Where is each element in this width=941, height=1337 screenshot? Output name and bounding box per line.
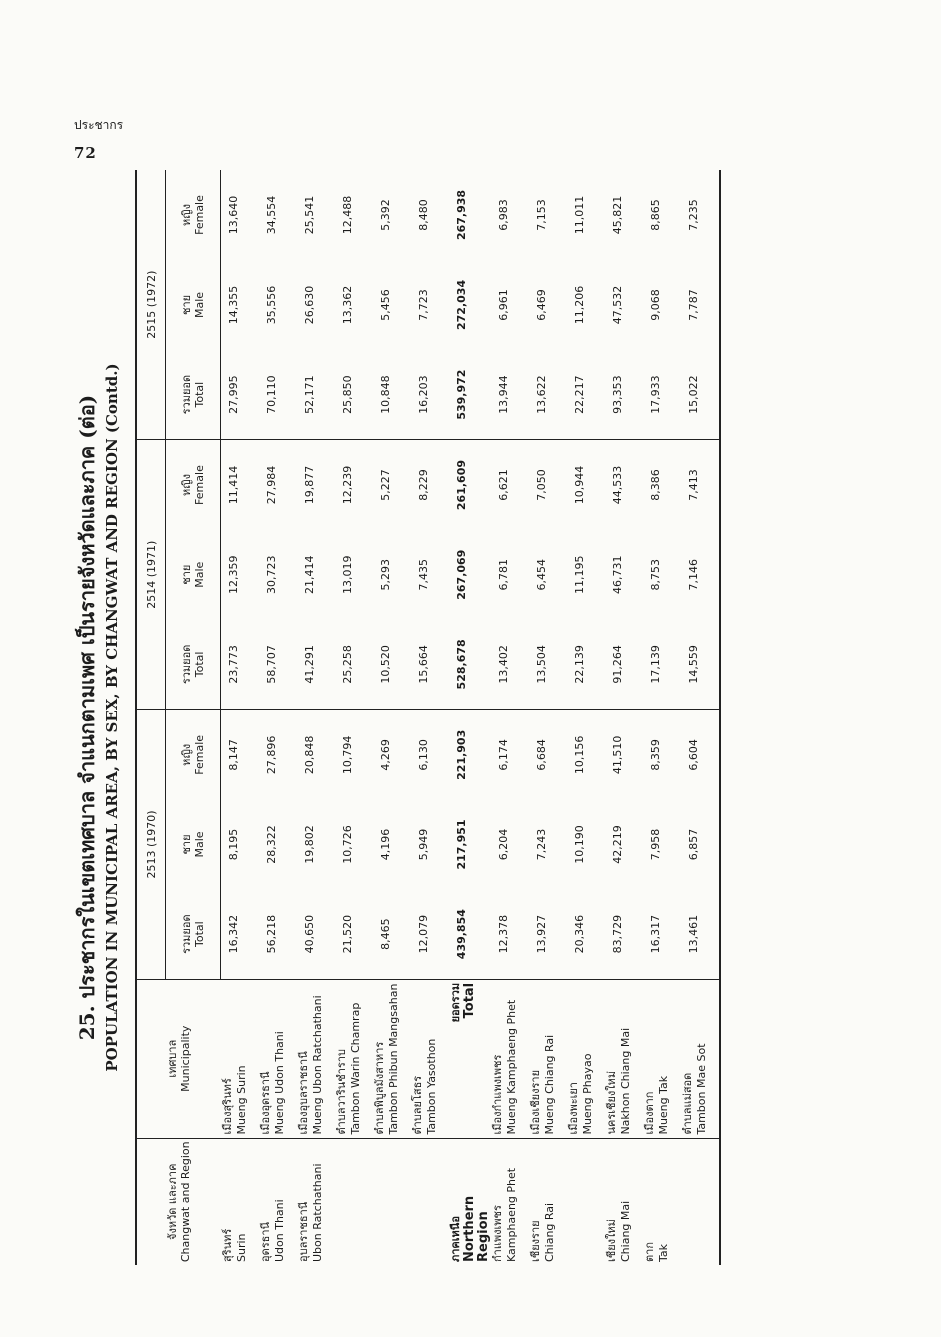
value-total-1971: 13,402 bbox=[497, 645, 510, 684]
value-male-1970: 6,857 bbox=[681, 800, 720, 890]
value-female-1970: 6,130 bbox=[411, 710, 449, 800]
value-male-1970: 28,322 bbox=[265, 825, 278, 864]
value-female-1971: 8,386 bbox=[643, 440, 681, 530]
value-female-1971: 6,621 bbox=[491, 440, 529, 530]
changwat-cell bbox=[449, 1138, 491, 1265]
municipality-thai: นครเชียงใหม่ bbox=[605, 1070, 618, 1135]
value-female-1971: 27,984 bbox=[259, 440, 297, 530]
table-row bbox=[411, 170, 449, 1265]
municipality-english: Tambon Yasothon bbox=[425, 1038, 438, 1135]
table-row bbox=[605, 170, 643, 1265]
value-female-1972: 34,554 bbox=[265, 195, 278, 235]
value-male-1972: 7,723 bbox=[417, 289, 430, 321]
value-female-1970: 8,147 bbox=[221, 710, 260, 800]
value-female-1972: 11,011 bbox=[573, 195, 586, 235]
value-total-1970: 12,378 bbox=[497, 914, 510, 954]
table-row bbox=[643, 170, 681, 1265]
table-row bbox=[297, 170, 335, 1265]
value-female-1972: 12,488 bbox=[341, 195, 354, 235]
changwat-thai: อุบลราชธานี bbox=[297, 1201, 310, 1262]
municipality-thai: เมืองอุดรธานี bbox=[259, 1071, 272, 1135]
value-total-1971: 23,773 bbox=[227, 645, 240, 684]
municipality-thai: ยอดรวม bbox=[449, 982, 462, 1023]
value-total-1972: 15,022 bbox=[681, 350, 720, 440]
value-female-1970: 6,174 bbox=[491, 710, 529, 800]
table-row bbox=[491, 170, 529, 1265]
municipality-cell bbox=[221, 979, 260, 1138]
value-male-1970: 7,958 bbox=[649, 828, 662, 861]
changwat-cell bbox=[643, 1138, 681, 1265]
value-male-1972: 6,469 bbox=[535, 289, 548, 321]
changwat-thai: อุดรธานี bbox=[259, 1221, 272, 1262]
municipality-english: Mueng Surin bbox=[234, 1065, 248, 1135]
value-total-1971: 91,264 bbox=[611, 645, 624, 684]
changwat-cell bbox=[259, 1138, 297, 1265]
value-female-1971: 8,229 bbox=[411, 440, 449, 530]
changwat-thai: เชียงใหม่ bbox=[605, 1219, 618, 1262]
header-municipality: เทศบาล Municipality bbox=[136, 979, 221, 1138]
total-row bbox=[449, 170, 491, 1265]
value-male-1971: 5,293 bbox=[379, 558, 392, 591]
value-total-1970: 16,317 bbox=[649, 914, 662, 954]
changwat-english: Udon Thani bbox=[273, 1199, 286, 1262]
table-row bbox=[373, 170, 411, 1265]
municipality-thai: เมืองเชียงราย bbox=[529, 1069, 542, 1135]
municipality-cell bbox=[411, 979, 449, 1138]
municipality-cell bbox=[335, 979, 373, 1138]
value-total-1970: 40,650 bbox=[303, 914, 316, 954]
municipality-thai: เมืองอุบลราชธานี bbox=[297, 1051, 310, 1135]
value-male-1970: 19,802 bbox=[303, 825, 316, 864]
value-male-1971: 267,069 bbox=[455, 549, 468, 600]
value-total-1972: 539,972 bbox=[455, 369, 468, 420]
value-male-1972: 272,034 bbox=[455, 279, 468, 330]
header-year-1972: 2515 (1972) bbox=[136, 170, 166, 440]
value-male-1971: 46,731 bbox=[611, 555, 624, 594]
value-female-1970: 10,794 bbox=[335, 710, 373, 800]
changwat-cell bbox=[335, 1138, 373, 1265]
value-male-1972: 5,456 bbox=[379, 289, 392, 321]
value-female-1972: 6,983 bbox=[497, 199, 510, 231]
header-total: รวมยอด Total bbox=[166, 889, 221, 979]
value-female-1971: 261,609 bbox=[449, 440, 491, 530]
value-male-1970: 42,219 bbox=[611, 825, 624, 864]
changwat-english: Kamphaeng Phet bbox=[505, 1167, 518, 1262]
header-total: รวมยอด Total bbox=[166, 350, 221, 440]
value-total-1971: 14,559 bbox=[681, 620, 720, 710]
changwat-thai: ตาก bbox=[643, 1242, 656, 1262]
changwat-thai: ภาคเหนือ bbox=[449, 1216, 462, 1262]
value-total-1972: 70,110 bbox=[265, 375, 278, 414]
changwat-cell bbox=[681, 1138, 720, 1265]
municipality-thai: เมืองตาก bbox=[643, 1091, 656, 1135]
value-male-1971: 7,435 bbox=[417, 558, 430, 591]
value-female-1972: 267,938 bbox=[455, 189, 468, 241]
value-female-1971: 5,227 bbox=[373, 440, 411, 530]
municipality-thai: ตำบลแม่สอด bbox=[681, 1072, 694, 1135]
header-total: รวมยอด Total bbox=[166, 620, 221, 710]
value-female-1970: 6,604 bbox=[681, 710, 720, 800]
value-male-1971: 8,753 bbox=[649, 558, 662, 591]
changwat-english: Northern Region bbox=[462, 1195, 491, 1262]
value-male-1971: 11,195 bbox=[573, 555, 586, 594]
value-total-1972: 25,850 bbox=[341, 375, 354, 414]
value-total-1970: 16,342 bbox=[227, 914, 240, 954]
value-male-1972: 9,068 bbox=[649, 289, 662, 321]
changwat-cell bbox=[567, 1138, 605, 1265]
value-male-1971: 30,723 bbox=[265, 555, 278, 594]
value-male-1972: 6,961 bbox=[497, 289, 510, 321]
value-female-1972: 8,865 bbox=[649, 199, 662, 231]
changwat-cell bbox=[605, 1138, 643, 1265]
table-row bbox=[567, 170, 605, 1265]
value-female-1970: 8,359 bbox=[643, 710, 681, 800]
header-male: ชาย Male bbox=[166, 800, 221, 890]
value-female-1971: 11,414 bbox=[221, 440, 260, 530]
municipality-thai: ตำบลวารินชำราบ bbox=[335, 1049, 348, 1135]
value-female-1970: 41,510 bbox=[605, 710, 643, 800]
value-male-1970: 8,195 bbox=[227, 828, 240, 861]
value-total-1970: 83,729 bbox=[611, 914, 624, 954]
municipality-thai: เมืองสุรินทร์ bbox=[220, 1078, 234, 1135]
value-male-1971: 13,019 bbox=[341, 555, 354, 594]
value-total-1972: 22,217 bbox=[573, 375, 586, 414]
table-row bbox=[681, 170, 720, 1265]
header-year-1971: 2514 (1971) bbox=[136, 440, 166, 710]
municipality-cell bbox=[373, 979, 411, 1138]
value-female-1971: 12,239 bbox=[335, 440, 373, 530]
municipality-cell bbox=[297, 979, 335, 1138]
value-male-1970: 5,949 bbox=[417, 828, 430, 861]
value-total-1970: 439,854 bbox=[455, 909, 468, 960]
value-male-1970: 10,190 bbox=[573, 825, 586, 864]
header-male: ชาย Male bbox=[166, 260, 221, 350]
changwat-english: Chiang Mai bbox=[619, 1200, 632, 1262]
changwat-thai: กำแพงเพชร bbox=[491, 1205, 504, 1262]
value-male-1970: 6,204 bbox=[497, 828, 510, 861]
header-year-1970: 2513 (1970) bbox=[136, 710, 166, 980]
changwat-cell bbox=[491, 1138, 529, 1265]
value-male-1970: 7,243 bbox=[535, 828, 548, 861]
value-total-1971: 528,678 bbox=[455, 639, 468, 690]
value-total-1970: 12,079 bbox=[417, 914, 430, 954]
municipality-thai: ตำบลพิบูลมังสาหาร bbox=[373, 1041, 386, 1135]
value-female-1972: 8,480 bbox=[417, 199, 430, 231]
municipality-english: Mueng Chiang Rai bbox=[543, 1034, 556, 1135]
value-total-1972: 13,622 bbox=[535, 375, 548, 414]
value-female-1971: 7,413 bbox=[681, 440, 720, 530]
header-female: หญิง Female bbox=[166, 710, 221, 800]
value-total-1970: 8,465 bbox=[379, 918, 392, 950]
value-male-1972: 11,206 bbox=[573, 285, 586, 325]
municipality-cell bbox=[259, 979, 297, 1138]
table-row bbox=[335, 170, 373, 1265]
value-total-1970: 13,927 bbox=[535, 914, 548, 954]
value-female-1970: 6,684 bbox=[529, 710, 567, 800]
value-female-1970: 4,269 bbox=[373, 710, 411, 800]
municipality-english: Mueng Kamphaeng Phet bbox=[505, 999, 518, 1135]
value-total-1971: 13,504 bbox=[535, 645, 548, 684]
changwat-cell bbox=[529, 1138, 567, 1265]
value-male-1971: 21,414 bbox=[303, 555, 316, 594]
municipality-english: Tambon Phibun Mangsahan bbox=[387, 983, 400, 1135]
value-male-1971: 12,359 bbox=[227, 555, 240, 594]
value-female-1972: 7,153 bbox=[535, 199, 548, 231]
table-title-thai: 25. ประชากรในเขตเทศบาล จำแนกตามเพศ เป็นรายจังหวัดและภาค (ต่อ) bbox=[75, 394, 99, 1041]
value-total-1971: 10,520 bbox=[379, 645, 392, 684]
value-male-1972: 7,787 bbox=[681, 260, 720, 350]
changwat-english: Ubon Ratchathani bbox=[311, 1163, 324, 1262]
table-row bbox=[221, 170, 260, 1265]
value-female-1972: 5,392 bbox=[379, 199, 392, 231]
header-changwat: จังหวัด และภาค Changwat and Region bbox=[136, 1138, 221, 1265]
value-total-1971: 25,258 bbox=[341, 645, 354, 684]
municipality-english: Nakhon Chiang Mai bbox=[619, 1027, 632, 1135]
value-total-1970: 20,346 bbox=[573, 914, 586, 954]
value-female-1971: 10,944 bbox=[567, 440, 605, 530]
value-male-1972: 26,630 bbox=[303, 285, 316, 325]
value-female-1970: 20,848 bbox=[297, 710, 335, 800]
value-total-1970: 56,218 bbox=[265, 914, 278, 954]
header-female: หญิง Female bbox=[166, 440, 221, 530]
municipality-thai: เมืองพะเยา bbox=[567, 1082, 580, 1135]
municipality-english: Tambon Mae Sot bbox=[695, 1043, 708, 1135]
header-male: ชาย Male bbox=[166, 530, 221, 620]
value-male-1970: 217,951 bbox=[455, 819, 468, 870]
value-female-1970: 27,896 bbox=[259, 710, 297, 800]
municipality-cell bbox=[567, 979, 605, 1138]
value-male-1972: 13,362 bbox=[341, 285, 354, 325]
changwat-thai: เชียงราย bbox=[529, 1220, 542, 1262]
value-female-1972: 13,640 bbox=[227, 195, 240, 235]
population-table bbox=[135, 170, 721, 1265]
changwat-cell bbox=[411, 1138, 449, 1265]
municipality-english: Mueng Udon Thani bbox=[273, 1031, 286, 1135]
municipality-cell bbox=[529, 979, 567, 1138]
municipality-cell bbox=[643, 979, 681, 1138]
changwat-cell bbox=[297, 1138, 335, 1265]
municipality-cell bbox=[605, 979, 643, 1138]
municipality-english: Mueng Ubon Ratchathani bbox=[311, 995, 324, 1135]
table-body bbox=[221, 170, 721, 1265]
value-male-1970: 10,726 bbox=[341, 825, 354, 864]
value-male-1971: 6,781 bbox=[497, 558, 510, 591]
value-male-1971: 7,146 bbox=[681, 530, 720, 620]
table-row bbox=[259, 170, 297, 1265]
table-row bbox=[529, 170, 567, 1265]
changwat-cell bbox=[373, 1138, 411, 1265]
value-male-1972: 47,532 bbox=[611, 285, 624, 325]
section-label: ประชากร bbox=[74, 118, 124, 132]
municipality-cell bbox=[449, 979, 491, 1138]
municipality-english: Tambon Warin Chamrap bbox=[349, 1002, 362, 1135]
municipality-cell bbox=[491, 979, 529, 1138]
municipality-thai: เมืองกำแพงเพชร bbox=[491, 1054, 504, 1135]
value-total-1971: 15,664 bbox=[417, 645, 430, 684]
value-male-1972: 35,556 bbox=[265, 285, 278, 325]
changwat-english: Surin bbox=[234, 1233, 248, 1262]
value-male-1970: 4,196 bbox=[379, 828, 392, 861]
header-female: หญิง Female bbox=[166, 170, 221, 260]
municipality-cell bbox=[681, 979, 720, 1138]
value-female-1971: 44,533 bbox=[605, 440, 643, 530]
value-female-1972: 7,235 bbox=[681, 170, 720, 260]
value-total-1971: 58,707 bbox=[265, 645, 278, 684]
value-total-1972: 13,944 bbox=[497, 375, 510, 414]
changwat-cell bbox=[221, 1138, 260, 1265]
value-total-1971: 41,291 bbox=[303, 645, 316, 684]
value-total-1971: 22,139 bbox=[573, 645, 586, 684]
value-total-1972: 17,933 bbox=[649, 375, 662, 414]
table-title-english: POPULATION IN MUNICIPAL AREA, BY SEX, BY CHANGWAT AND REGION (Contd.) bbox=[103, 363, 121, 1072]
value-female-1970: 10,156 bbox=[567, 710, 605, 800]
municipality-english: Mueng Tak bbox=[657, 1075, 670, 1135]
value-total-1971: 17,139 bbox=[649, 645, 662, 684]
value-female-1972: 45,821 bbox=[611, 195, 624, 235]
changwat-english: Tak bbox=[657, 1243, 670, 1262]
value-female-1971: 7,050 bbox=[529, 440, 567, 530]
page-number: 72 bbox=[74, 144, 97, 162]
rotated-table-page bbox=[73, 170, 873, 1265]
municipality-thai: ตำบลยโสธร bbox=[411, 1075, 424, 1135]
value-total-1972: 27,995 bbox=[227, 375, 240, 414]
value-male-1972: 14,355 bbox=[227, 285, 240, 325]
changwat-thai: สุรินทร์ bbox=[220, 1228, 234, 1262]
value-total-1972: 10,848 bbox=[379, 375, 392, 414]
value-total-1972: 93,353 bbox=[611, 375, 624, 414]
changwat-english: Chiang Rai bbox=[543, 1202, 556, 1262]
value-total-1970: 21,520 bbox=[341, 914, 354, 954]
value-total-1970: 13,461 bbox=[681, 889, 720, 979]
municipality-english: Mueng Phayao bbox=[581, 1053, 594, 1135]
value-total-1972: 52,171 bbox=[303, 375, 316, 414]
municipality-english: Total bbox=[462, 982, 477, 1019]
value-male-1971: 6,454 bbox=[535, 558, 548, 591]
value-female-1972: 25,541 bbox=[303, 195, 316, 235]
value-female-1971: 19,877 bbox=[297, 440, 335, 530]
value-total-1972: 16,203 bbox=[417, 375, 430, 414]
value-female-1970: 221,903 bbox=[449, 710, 491, 800]
